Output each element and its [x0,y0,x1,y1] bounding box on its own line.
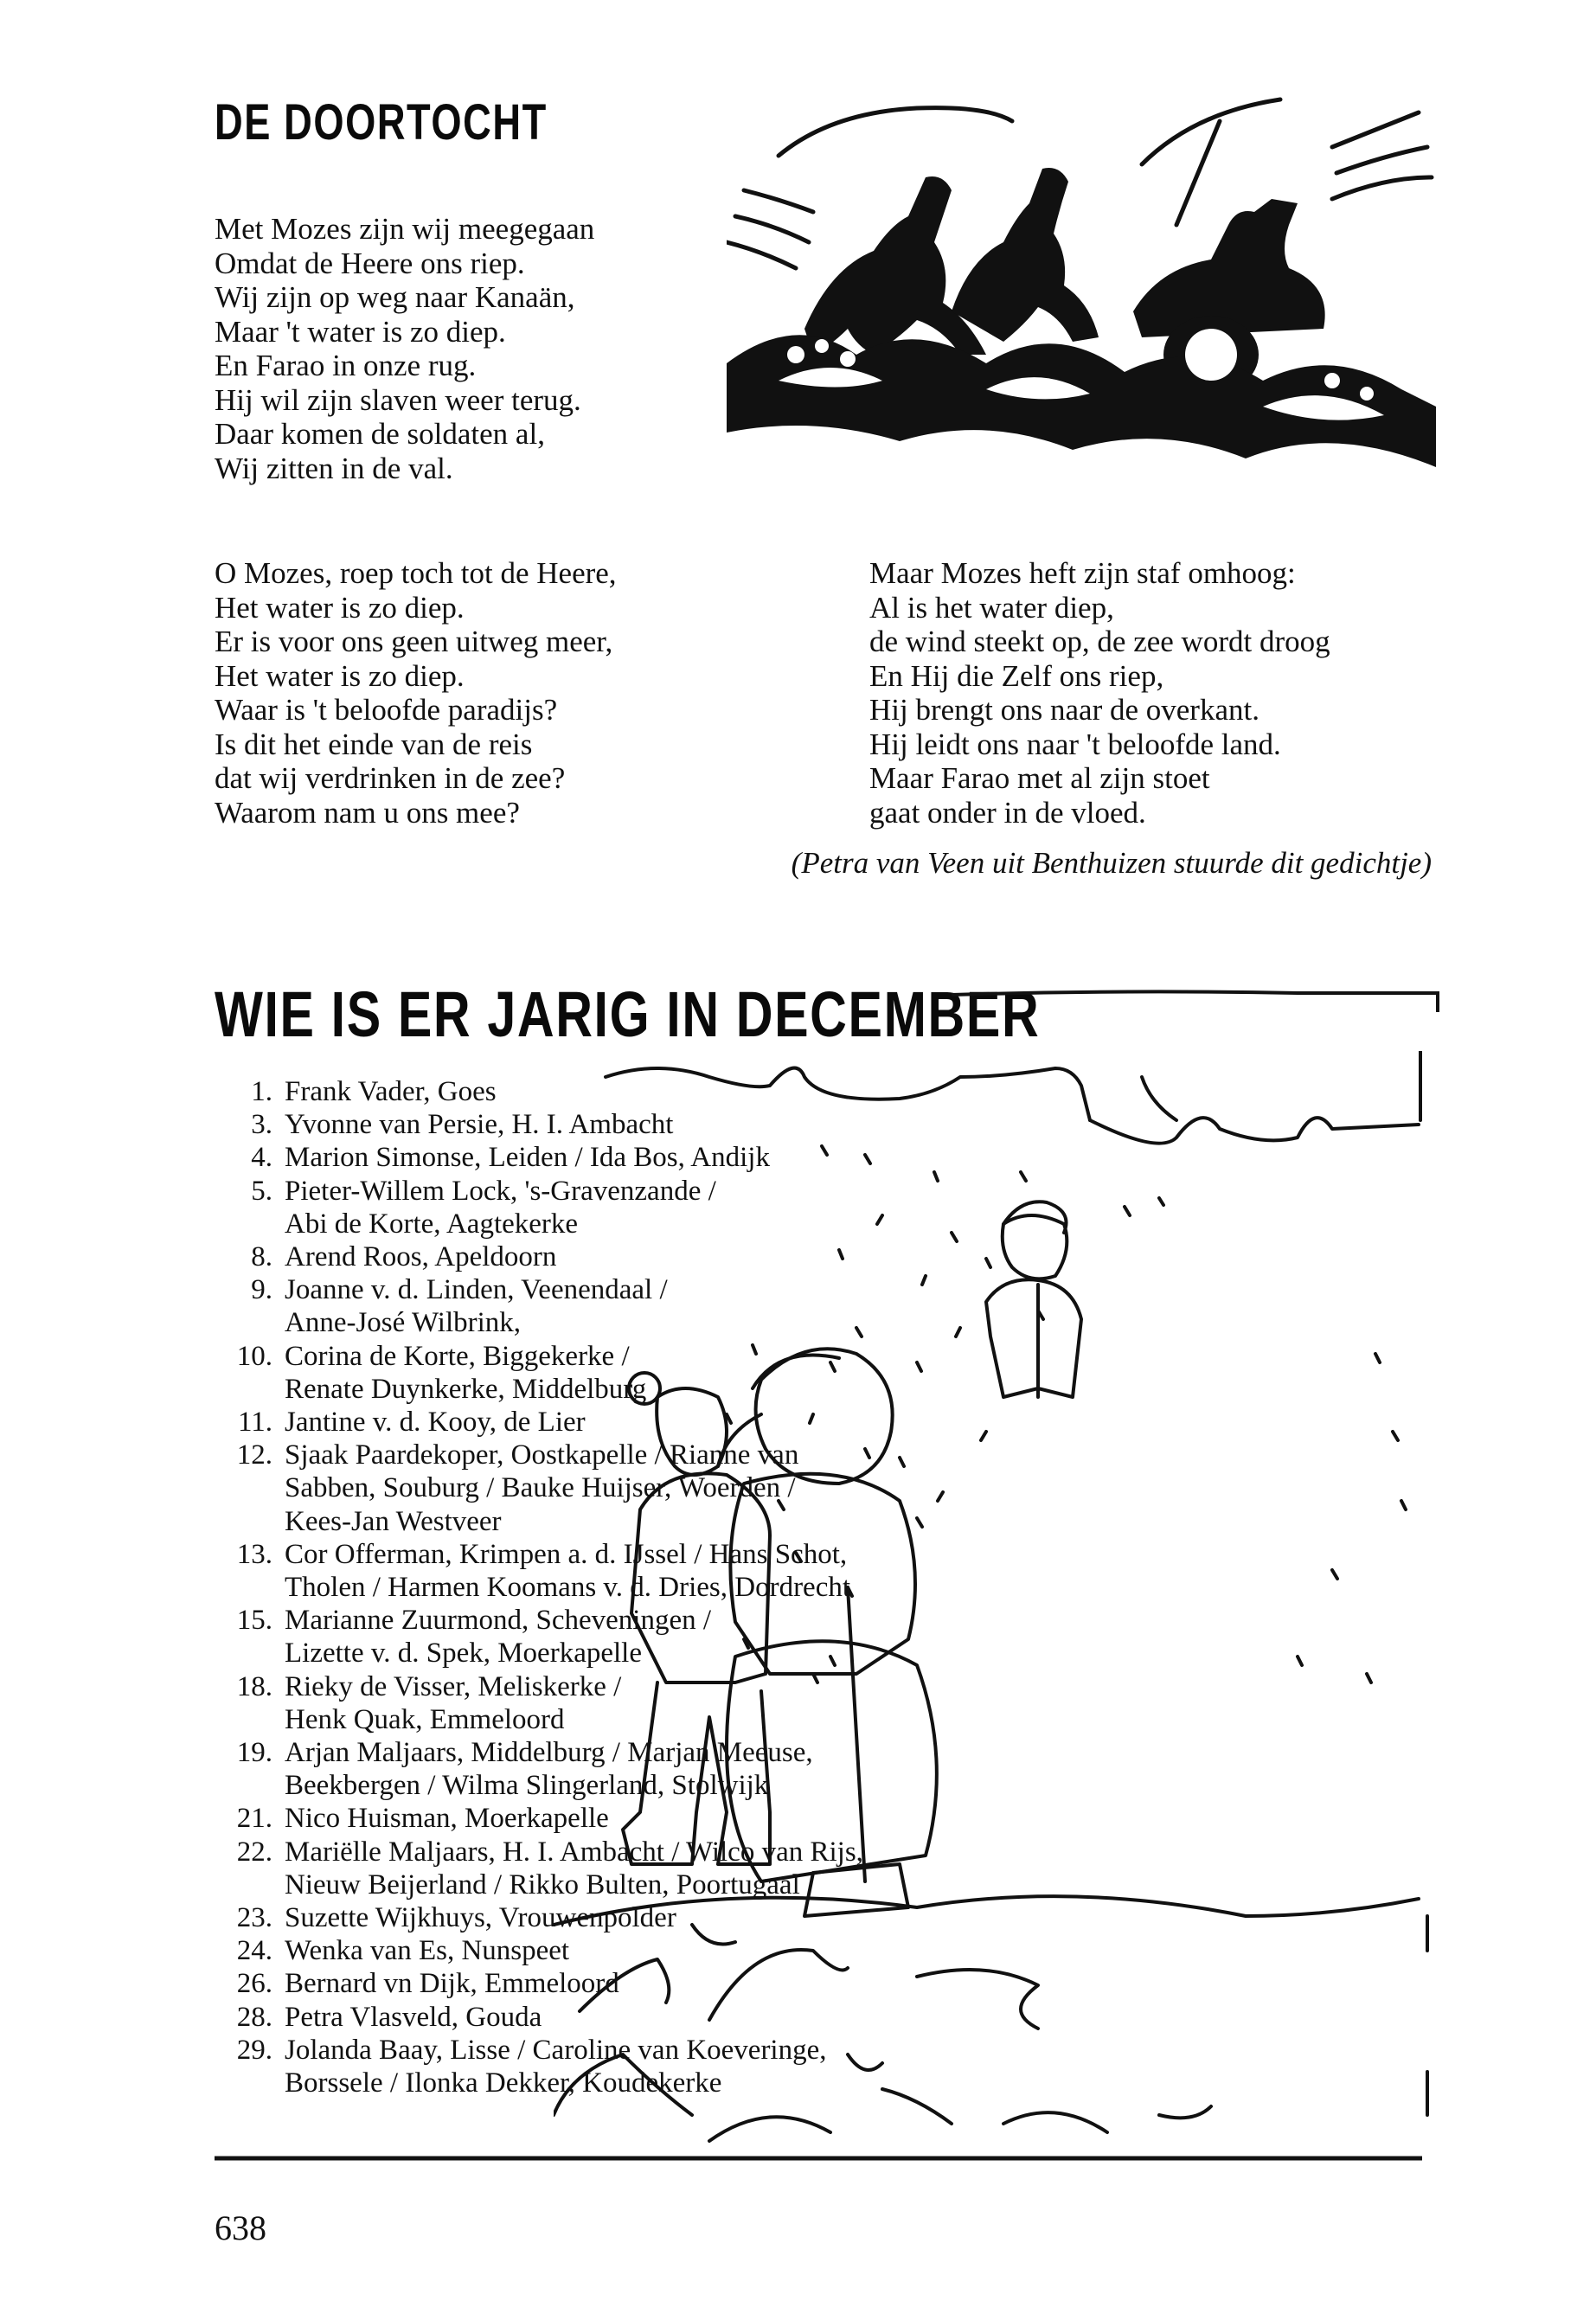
birthday-names: Sabben, Souburg / Bauke Huijser, Woerden / [285,1472,796,1504]
birthday-day: 18. [236,1670,272,1702]
list-item [212,1901,863,1934]
birthday-day: 23. [236,1902,272,1934]
list-item [212,2001,863,2034]
poem-line: Omdat de Heere ons riep. [215,246,525,280]
list-item [212,1736,863,1802]
birthday-day: 11. [237,1407,272,1439]
list-item [212,1175,863,1240]
poem-line: Maar Mozes heft zijn staf omhoog: [869,556,1296,590]
list-item [212,1439,863,1538]
poem-line: de wind steekt op, de zee wordt droog [869,625,1330,658]
poem-line: Al is het water diep, [869,590,1114,625]
birthday-names: Abi de Korte, Aagtekerke [285,1208,579,1240]
birthday-names: Henk Quak, Emmeloord [285,1703,565,1735]
poem-stanza-3 [869,556,1330,830]
birthday-day: 26. [236,1968,272,2000]
poem-line: Wij zitten in de val. [215,451,453,485]
poem-line: Met Mozes zijn wij meegegaan [215,212,595,246]
birthday-title: WIE IS ER JARIG IN DECEMBER [215,978,1041,1050]
birthday-names: Wenka van Es, Nunspeet [285,1935,570,1967]
birthday-day: 22. [236,1836,272,1868]
birthday-names: Pieter-Willem Lock, 's-Gravenzande / [285,1175,716,1207]
birthday-names: Rieky de Visser, Meliskerke / [285,1670,622,1702]
poem-line: O Mozes, roep toch tot de Heere, [215,556,617,590]
birthday-day: 12. [236,1439,272,1471]
list-item [212,1108,863,1141]
birthday-names: Yvonne van Persie, H. I. Ambacht [285,1109,674,1141]
birthday-names: Petra Vlasveld, Gouda [285,2001,542,2033]
birthday-day: 5. [251,1175,272,1207]
poem-line: Is dit het einde van de reis [215,727,533,761]
list-item [212,1836,863,1901]
birthday-day: 28. [236,2001,272,2033]
poem-line: gaat onder in de vloed. [869,795,1146,830]
poem-line: dat wij verdrinken in de zee? [215,761,566,795]
list-item [212,1802,863,1835]
birthday-names: Renate Duynkerke, Middelburg [285,1373,647,1405]
birthday-names: Marianne Zuurmond, Scheveningen / [285,1605,712,1637]
birthday-day: 13. [236,1538,272,1570]
birthday-names: Jantine v. d. Kooy, de Lier [285,1407,586,1439]
list-item [212,1934,863,1967]
poem-line: Hij wil zijn slaven weer terug. [215,382,581,417]
birthday-day: 24. [236,1935,272,1967]
poem-line: Wij zijn op weg naar Kanaän, [215,280,575,314]
birthday-names: Nico Huisman, Moerkapelle [285,1803,609,1835]
poem-line: Waar is 't beloofde paradijs? [215,693,558,727]
birthday-day: 19. [236,1737,272,1769]
birthday-names: Joanne v. d. Linden, Veenendaal / [285,1274,668,1306]
birthday-names: Lizette v. d. Spek, Moerkapelle [285,1638,642,1670]
list-item [212,1273,863,1339]
page-number: 638 [215,2208,266,2247]
chariot-illustration [727,95,1436,467]
poem-line: Daar komen de soldaten al, [215,417,545,451]
list-item [212,1075,863,1108]
birthday-names: Arjan Maljaars, Middelburg / Marjan Meeuse, [285,1737,813,1769]
list-item [212,2034,863,2099]
birthday-day: 8. [251,1241,272,1273]
poem-stanza-1 [215,212,594,485]
poem-line: Hij leidt ons naar 't beloofde land. [869,727,1281,761]
list-item [212,1670,863,1736]
birthday-names: Beekbergen / Wilma Slingerland, Stolwijk [285,1770,769,1802]
list-item [212,1967,863,2000]
title-rule [952,986,1445,1012]
poem-line: Maar Farao met al zijn stoet [869,761,1210,795]
poem-title: DE DOORTOCHT [215,94,548,151]
poem-line: En Farao in onze rug. [215,349,477,382]
birthday-names: Bernard vn Dijk, Emmeloord [285,1968,619,2000]
birthday-day: 4. [251,1142,272,1174]
birthday-names: Nieuw Beijerland / Rikko Bulten, Poortugaal [285,1868,800,1900]
birthday-day: 15. [236,1605,272,1637]
birthday-names: Arend Roos, Apeldoorn [285,1241,557,1273]
poem-line: Er is voor ons geen uitweg meer, [215,625,613,658]
poem-line: Waarom nam u ons mee? [215,795,520,830]
list-item [212,1141,863,1174]
birthday-names: Marion Simonse, Leiden / Ida Bos, Andijk [285,1142,770,1174]
birthday-day: 10. [236,1340,272,1372]
birthday-names: Mariëlle Maljaars, H. I. Ambacht / Wilco van Rijs, [285,1836,863,1868]
birthday-names: Jolanda Baay, Lisse / Caroline van Koeveringe, [285,2034,827,2066]
birthday-names: Corina de Korte, Biggekerke / [285,1340,630,1372]
list-item [212,1604,863,1670]
birthday-day: 1. [251,1076,272,1107]
bottom-rule [215,2154,1426,2163]
birthday-names: Anne-José Wilbrink, [285,1307,522,1339]
birthday-day: 29. [236,2034,272,2066]
birthday-names: Borssele / Ilonka Dekker, Koudekerke [285,2067,722,2099]
poem-line: Hij brengt ons naar de overkant. [869,693,1259,727]
birthday-names: Sjaak Paardekoper, Oostkapelle / Rianne van [285,1439,799,1471]
list-item [212,1538,863,1604]
poem-line: Het water is zo diep. [215,658,465,693]
list-item [212,1340,863,1406]
birthday-names: Kees-Jan Westveer [285,1505,502,1537]
list-item [212,1240,863,1273]
birthday-names: Tholen / Harmen Koomans v. d. Dries, Dordrecht [285,1572,851,1604]
poem-line: Maar 't water is zo diep. [215,314,506,349]
birthday-names: Cor Offerman, Krimpen a. d. IJssel / Hans Schot, [285,1538,848,1570]
birthday-day: 21. [236,1803,272,1835]
poem-credit: (Petra van Veen uit Benthuizen stuurde dit gedichtje) [791,846,1432,880]
birthday-names: Frank Vader, Goes [285,1076,497,1107]
birthday-day: 9. [251,1274,272,1306]
poem-stanza-2 [215,556,617,830]
birthday-day: 3. [251,1109,272,1141]
list-item [212,1406,863,1439]
birthday-list [212,1075,863,2099]
poem-line: En Hij die Zelf ons riep, [869,658,1164,693]
poem-line: Het water is zo diep. [215,590,465,625]
birthday-names: Suzette Wijkhuys, Vrouwenpolder [285,1902,676,1934]
